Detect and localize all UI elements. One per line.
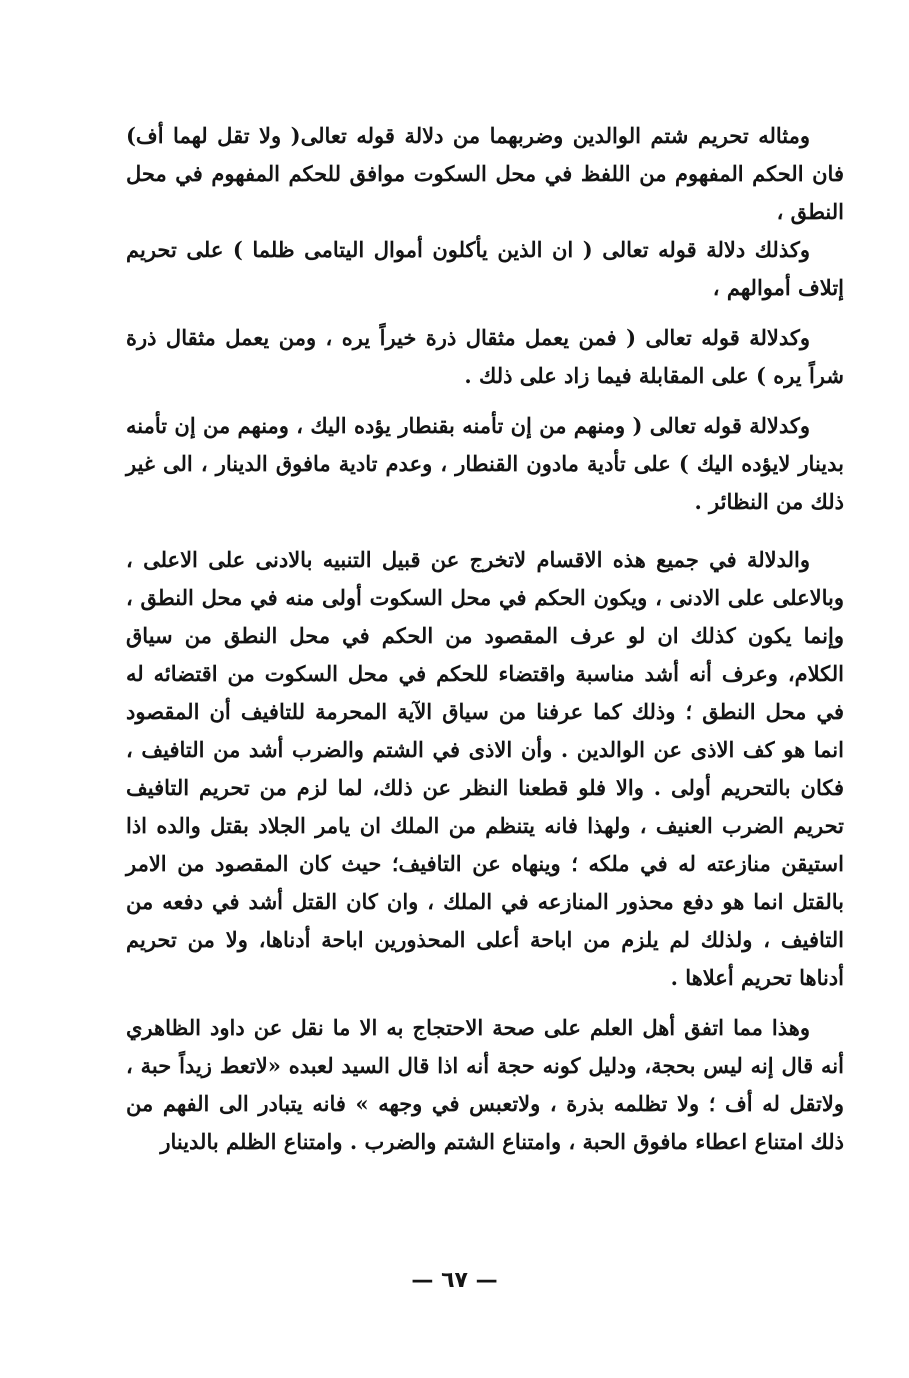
paragraph-2: وكذلك دلالة قوله تعالى ( ان الذين يأكلون أموال اليتامى ظلما ) على تحريم إتلاف أموالهم ، — [126, 237, 844, 300]
paragraph-5: والدلالة في جميع هذه الاقسام لاتخرج عن قبيل التنبيه بالادنى على الاعلى ، وبالاعلى على الادنى ، ويكون الحكم في محل السكوت أولى منه في محل النطق ، وإنما يكون كذلك ان لو عرف المقصود من الحكم في محل النطق من سياق الكلام، وعرف أنه أشد مناسبة واقتضاء للحكم في محل السكوت من اقتضائه له في محل النطق ؛ وذلك كما عرفنا من سياق الآية المحرمة للتافيف أن المقصود انما هو كف الاذى عن الوالدين . وأن الاذى في الشتم والضرب أشد من التافيف ، فكان بالتحريم أولى . والا فلو قطعنا النظر عن ذلك، لما لزم من تحريم التافيف تحريم الضرب العنيف ، ولهذا فانه يتنظم من الملك ان يامر الجلاد بقتل والده اذا استيقن منازعته له في ملكه ؛ وينهاه عن التافيف؛ حيث كان المقصود من الامر بالقتل انما هو دفع محذور المنازعه في الملك ، وان كان القتل أشد في دفعه من التافيف ، ولذلك لم يلزم من اباحة أعلى المحذورين اباحة أدناها، ولا من تحريم أدناها تحريم أعلاها . — [126, 547, 844, 990]
paragraph-3: وكدلالة قوله تعالى ( فمن يعمل مثقال ذرة خيراً يره ، ومن يعمل مثقال ذرة شراً يره ) على المقابلة فيما زاد على ذلك . — [126, 325, 844, 388]
body-text — [126, 117, 844, 1173]
page-number: — ٦٧ — — [411, 1268, 498, 1293]
paragraph-4: وكدلالة قوله تعالى ( ومنهم من إن تأمنه بقنطار يؤده اليك ، ومنهم من إن تأمنه بدينار لايؤده اليك ) على تأدية مادون القنطار ، وعدم تادية مافوق الدينار ، الى غير ذلك من النظائر . — [126, 413, 844, 514]
paragraph-1: ومثاله تحريم شتم الوالدين وضربهما من دلالة قوله تعالى( ولا تقل لهما أف) فان الحكم المفهوم من اللفظ في محل السكوت موافق للحكم المفهوم في محل النطق ، — [126, 123, 844, 224]
paragraph-6: وهذا مما اتفق أهل العلم على صحة الاحتجاج به الا ما نقل عن داود الظاهري أنه قال إنه ليس بحجة، ودليل كونه حجة أنه اذا قال السيد لعبده «لاتعط زيداً حبة ، ولاتقل له أف ؛ ولا تظلمه بذرة ، ولاتعبس في وجهه » فانه يتبادر الى الفهم من ذلك امتناع اعطاء مافوق الحبة ، وامتناع الشتم والضرب . وامتناع الظلم بالدينار — [126, 1015, 844, 1154]
